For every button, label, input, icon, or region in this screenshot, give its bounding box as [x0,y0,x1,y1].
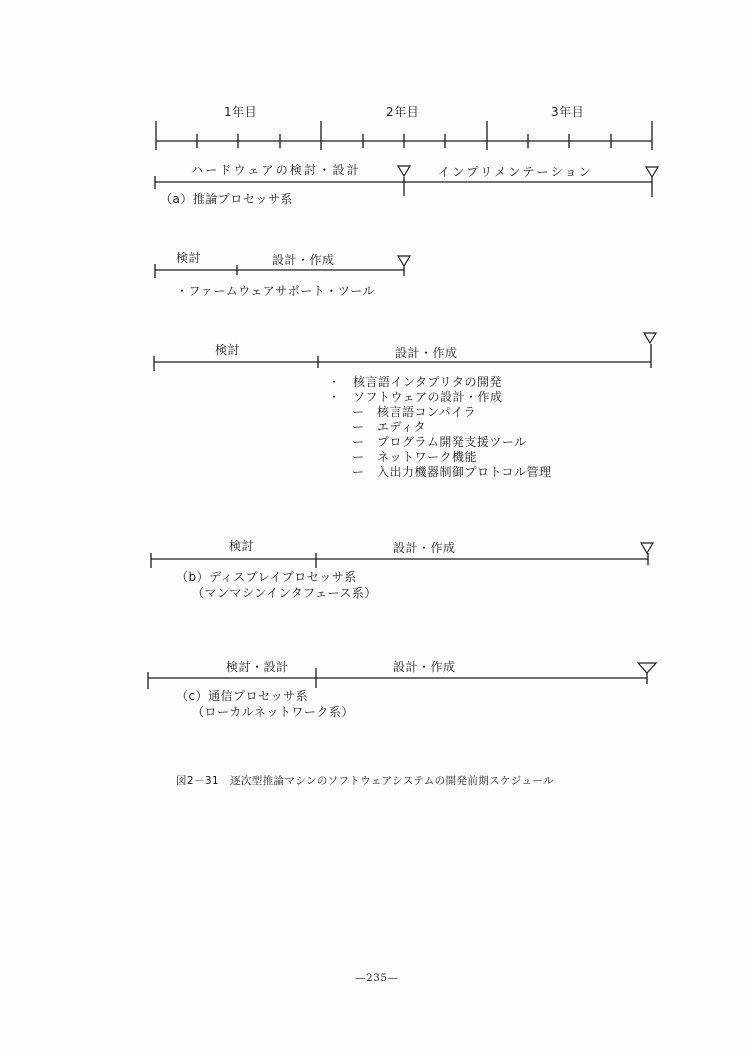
list-item: ・ ソフトウェアの設計・作成 [328,390,503,404]
phase-label-study: 検討 [229,539,255,553]
page-number: —235— [355,972,399,984]
list-item: ・ 核言語インタプリタの開発 [328,375,503,389]
year-label-2: 2年目 [386,105,420,119]
year-label-1: 1年目 [224,105,258,119]
milestone-triangle-icon [641,543,653,553]
timeline-axis [156,121,652,150]
section-b-title: （b）ディスプレイプロセッサ系 [176,570,357,584]
list-item: ー 核言語コンパイラ [352,405,477,419]
phase-label-design-build: 設計・作成 [393,541,456,555]
section-b-subtitle: （マンマシンインタフェース系） [192,586,377,600]
milestone-triangle-icon [638,663,656,673]
milestone-triangle-icon [646,167,658,177]
list-item: ー 入出力機器制御プロトコル管理 [352,465,552,479]
milestone-triangle-icon [398,256,410,266]
phase-label-design-build: 設計・作成 [393,660,456,674]
phase-label-design-build: 設計・作成 [272,253,335,267]
firmware-support-tool-label: ・ファームウェアサポート・ツール [176,284,376,298]
milestone-triangle-icon [398,166,410,176]
year-label-3: 3年目 [551,105,585,119]
milestone-triangle-icon [644,333,656,343]
list-item: ー プログラム開発支援ツール [352,435,527,449]
list-item: ー ネットワーク機能 [352,450,478,464]
figure-caption: 図2－31 逐次型推論マシンのソフトウェアシステムの開発前期スケジュール [176,775,554,787]
phase-label-implementation: インプリメンテーション [438,165,594,179]
phase-label-hardware-design: ハードウェアの検討・設計 [191,163,361,177]
section-a-title: （a）推論プロセッサ系 [160,192,293,206]
phase-label-study: 検討 [176,251,202,265]
section-c-subtitle: （ローカルネットワーク系） [192,705,354,719]
phase-label-study: 検討 [215,343,241,357]
list-item: ー エディタ [352,420,427,434]
section-c-title: （c）通信プロセッサ系 [176,689,309,703]
phase-label-study-design: 検討・設計 [226,660,289,674]
phase-label-design-build: 設計・作成 [395,346,458,360]
